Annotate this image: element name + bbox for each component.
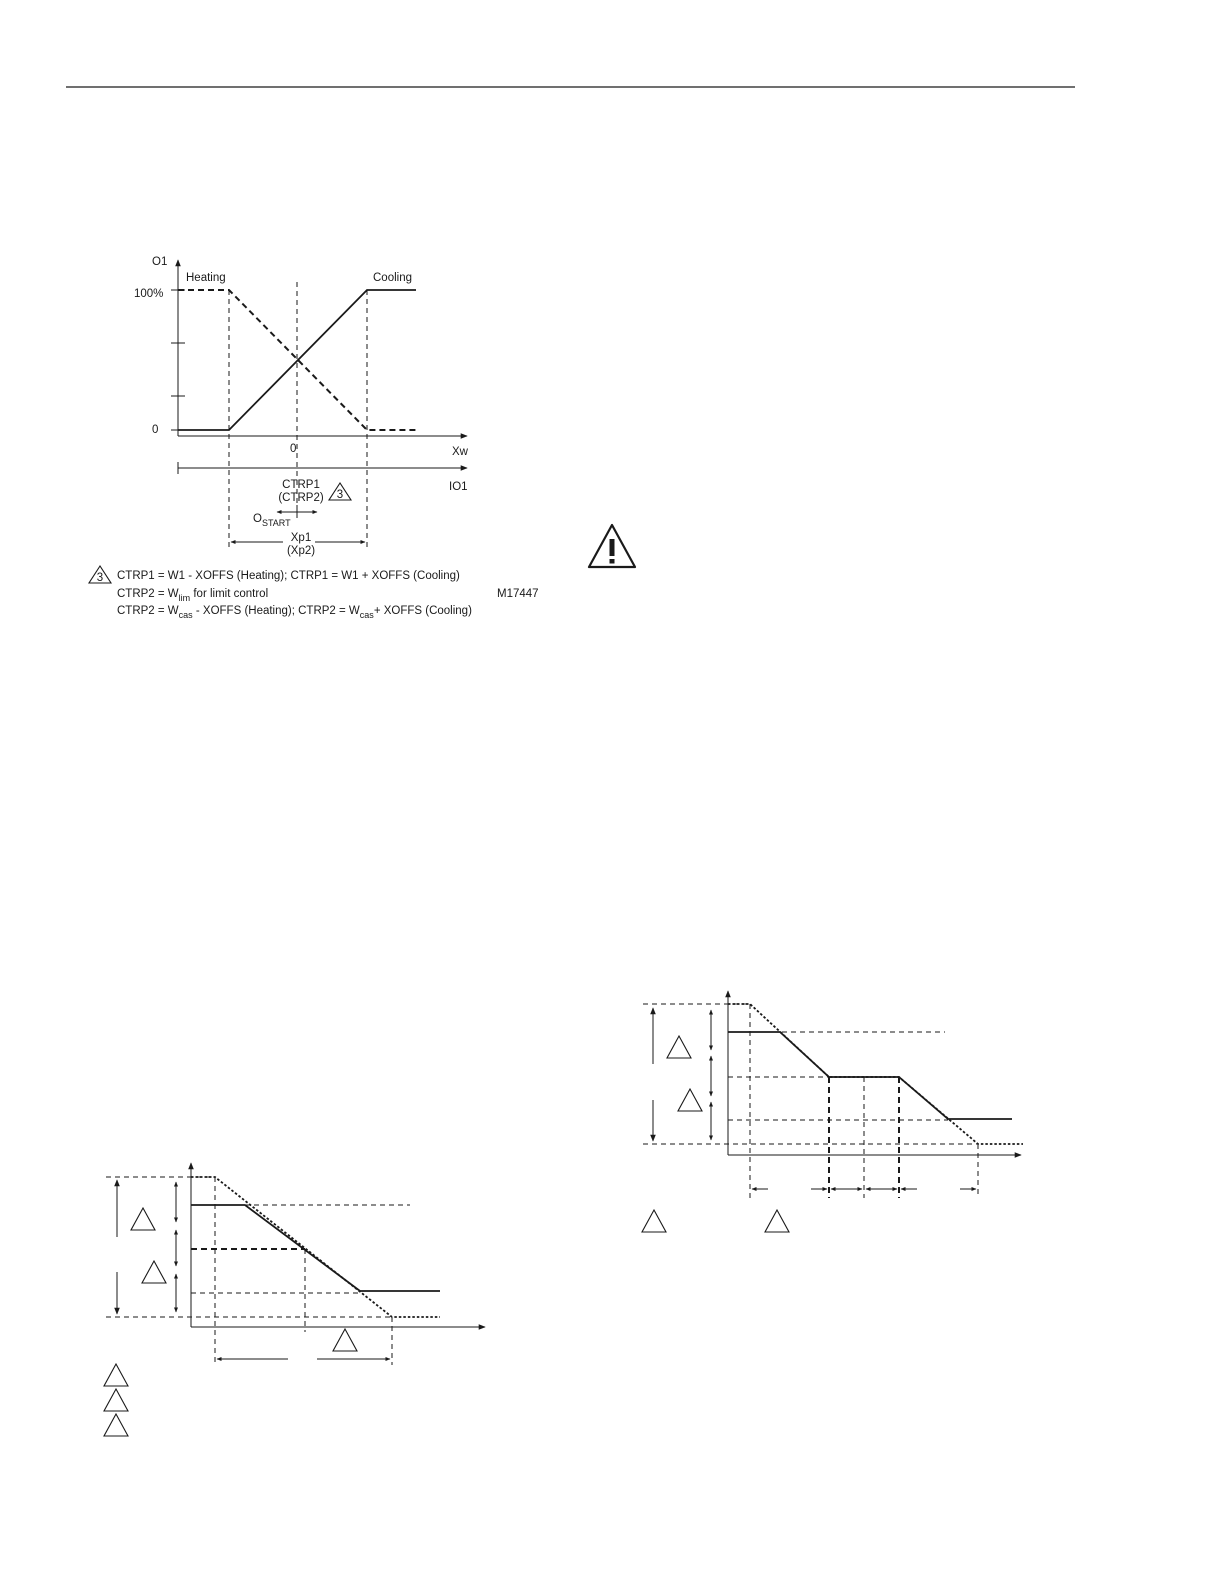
fig3-legend-triangle-icon [642, 1210, 666, 1232]
fig2-note-triangle-icon [333, 1329, 357, 1351]
fig1-ctrp1-label: CTRP1 [282, 479, 320, 491]
fig2-legend-triangle-icon [104, 1414, 128, 1436]
fig2-legend-triangle-icon [104, 1389, 128, 1411]
fig3-note-triangle-icon [678, 1089, 702, 1111]
fig2-limit-diagram [104, 1163, 485, 1436]
fig1-xp2-label: (Xp2) [286, 545, 316, 557]
fig2-note-triangle-icon [131, 1208, 155, 1230]
fig1-heating-cooling-diagram [89, 256, 539, 620]
fig1-ostart-label: $O_{START}$ [253, 513, 291, 528]
fig1-note-line1: CTRP1 = W1 - XOFFS (Heating); CTRP1 = W1 + XOFFS (Cooling) [117, 570, 460, 582]
warning-triangle-icon [589, 525, 635, 567]
note-3-number: 3 [336, 489, 344, 501]
fig1-y-0: 0 [152, 424, 159, 436]
fig1-xp1-label: Xp1 [290, 532, 312, 544]
fig3-legend-triangle-icon [765, 1210, 789, 1232]
fig3-note-triangle-icon [667, 1036, 691, 1058]
fig3-cascade-diagram [642, 991, 1023, 1232]
fig1-note-line2: CTRP2 = $W_{lim}$ for limit control [117, 588, 269, 603]
fig1-x-0: 0 [290, 443, 297, 455]
fig1-heating-label: Heating [186, 272, 226, 284]
fig1-cooling-label: Cooling [373, 272, 412, 284]
fig1-ctrp2-label: (CTRP2) [278, 492, 324, 504]
fig1-io-label: IO1 [449, 481, 468, 493]
fig2-legend-triangle-icon [104, 1364, 128, 1386]
fig2-note-triangle-icon [142, 1261, 166, 1283]
fig1-y-label: O1 [152, 256, 168, 268]
fig1-code: M17447 [497, 588, 539, 600]
note-3-legend-number: 3 [96, 572, 104, 584]
fig1-x-label: Xw [452, 446, 468, 458]
fig1-y-100: 100% [134, 288, 164, 300]
fig1-note-line3: CTRP2 = $W_{cas}$ - XOFFS (Heating); CTRP2 = $W_{cas}+$ XOFFS (Cooling) [117, 605, 472, 620]
